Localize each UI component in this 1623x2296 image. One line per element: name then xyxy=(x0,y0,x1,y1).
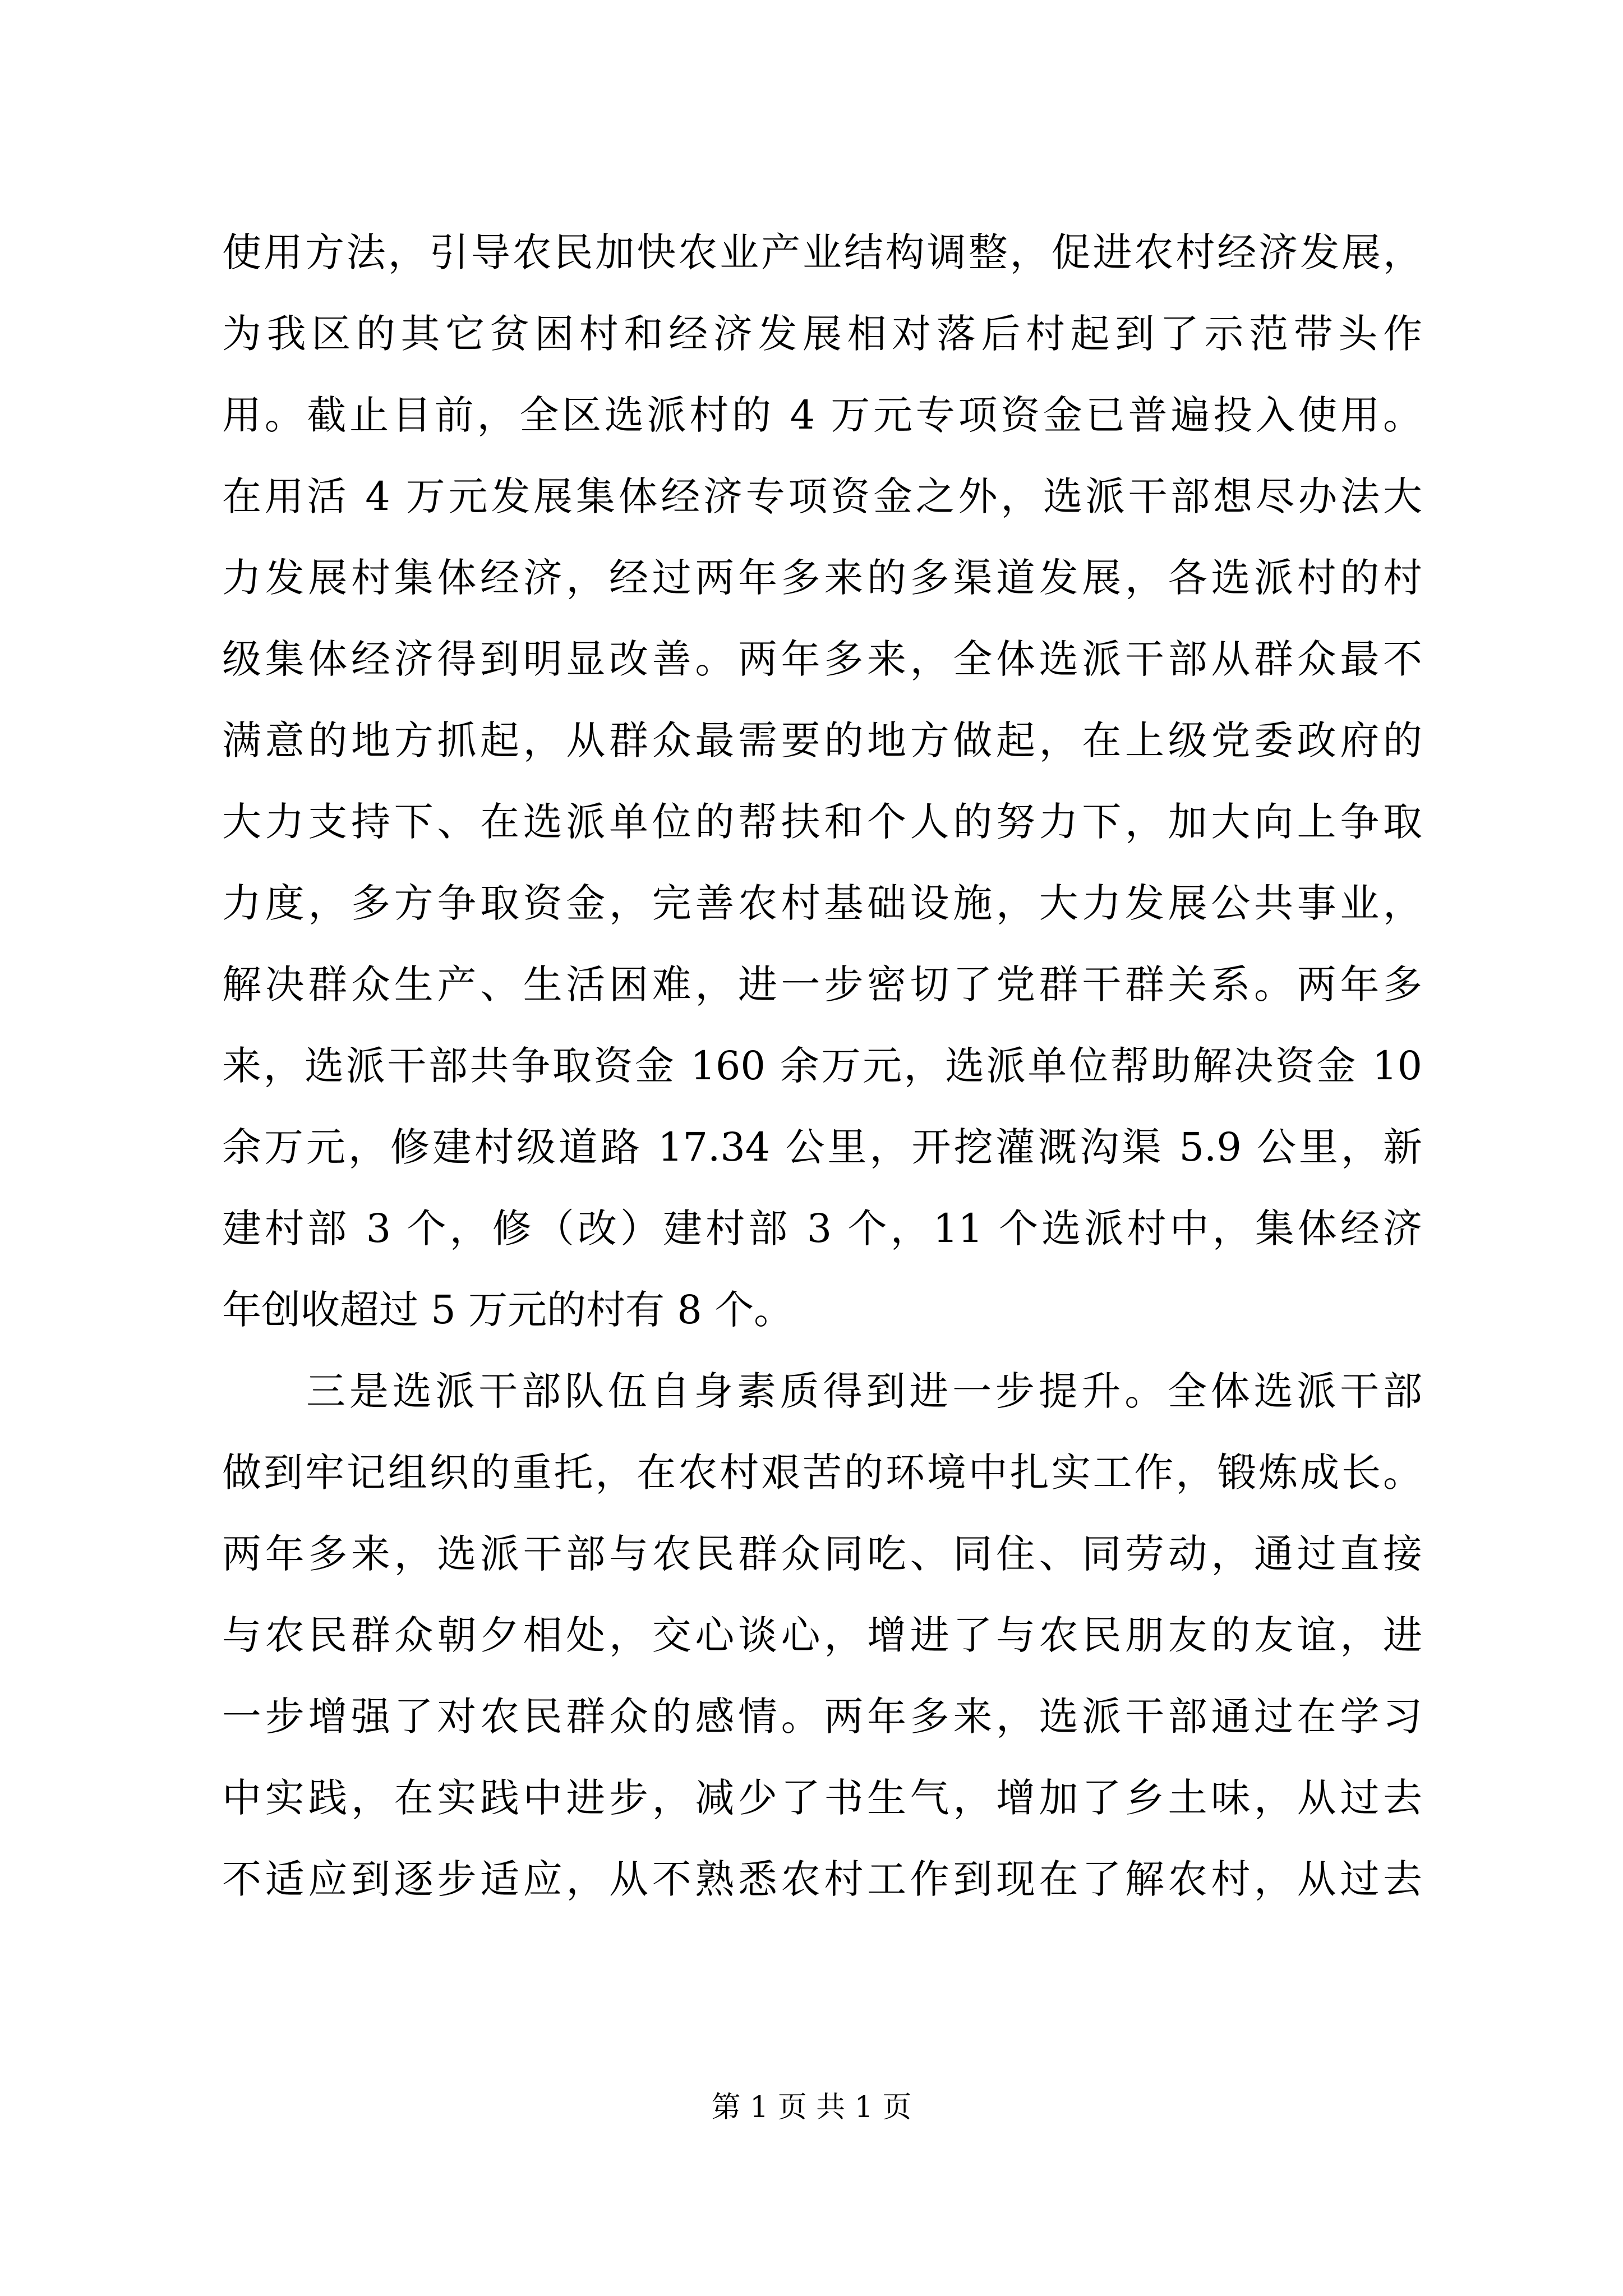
text-line: 满意的地方抓起，从群众最需要的地方做起，在上级党委政府的 xyxy=(222,717,1422,763)
text-line: 不适应到逐步适应，从不熟悉农村工作到现在了解农村，从过去 xyxy=(222,1856,1422,1902)
text-line: 年创收超过 5 万元的村有 8 个。 xyxy=(222,1287,794,1333)
text-line: 级集体经济得到明显改善。两年多来，全体选派干部从群众最不 xyxy=(222,636,1422,682)
text-line: 力发展村集体经济，经过两年多来的多渠道发展，各选派村的村 xyxy=(222,555,1422,601)
text-line: 大力支持下、在选派单位的帮扶和个人的努力下，加大向上争取 xyxy=(222,799,1422,845)
text-line: 来，选派干部共争取资金 160 余万元，选派单位帮助解决资金 10 xyxy=(222,1043,1422,1089)
text-line: 中实践，在实践中进步，减少了书生气，增加了乡土味，从过去 xyxy=(222,1775,1422,1821)
page-footer: 第 1 页 共 1 页 xyxy=(711,2091,912,2124)
text-line: 做到牢记组织的重托，在农村艰苦的环境中扎实工作，锻炼成长。 xyxy=(222,1450,1422,1496)
text-line: 用。截止目前，全区选派村的 4 万元专项资金已普遍投入使用。 xyxy=(222,392,1422,438)
text-line: 使用方法，引导农民加快农业产业结构调整，促进农村经济发展， xyxy=(222,229,1422,275)
paragraph-first-line: 三是选派干部队伍自身素质得到进一步提升。全体选派干部 xyxy=(306,1368,1422,1414)
text-line: 与农民群众朝夕相处，交心谈心，增进了与农民朋友的友谊，进 xyxy=(222,1612,1422,1658)
text-line: 力度，多方争取资金，完善农村基础设施，大力发展公共事业， xyxy=(222,880,1422,926)
text-line: 两年多来，选派干部与农民群众同吃、同住、同劳动，通过直接 xyxy=(222,1531,1422,1577)
text-line: 解决群众生产、生活困难，进一步密切了党群干群关系。两年多 xyxy=(222,961,1422,1007)
text-line: 建村部 3 个，修（改）建村部 3 个，11 个选派村中，集体经济 xyxy=(222,1205,1422,1251)
text-line: 在用活 4 万元发展集体经济专项资金之外，选派干部想尽办法大 xyxy=(222,473,1422,519)
text-line: 余万元，修建村级道路 17.34 公里，开挖灌溉沟渠 5.9 公里，新 xyxy=(222,1124,1422,1170)
text-line: 一步增强了对农民群众的感情。两年多来，选派干部通过在学习 xyxy=(222,1694,1422,1740)
text-line: 为我区的其它贫困村和经济发展相对落后村起到了示范带头作 xyxy=(222,311,1422,357)
